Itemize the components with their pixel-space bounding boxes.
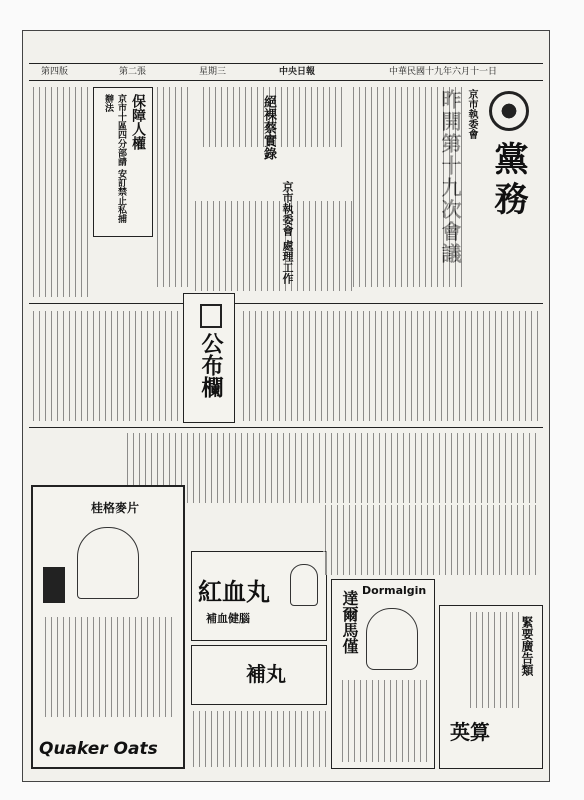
- ad-brand: 紅血丸: [198, 577, 270, 606]
- article-text-column: [323, 505, 537, 575]
- section-divider: [29, 427, 543, 428]
- woman-illustration: [77, 527, 139, 599]
- issue-date: 中華民國十九年六月十一日: [389, 67, 498, 77]
- blood-pill-ad: [191, 551, 327, 641]
- ad-tagline: 補血健腦: [206, 612, 250, 625]
- human-rights-article: [93, 87, 153, 237]
- section-number: 第二張: [119, 67, 147, 77]
- ad-text: [470, 612, 520, 708]
- ad-brand-cn: 達爾馬僅: [340, 590, 359, 654]
- headline-sub: 京市執委會: [466, 89, 477, 139]
- newspaper-page: [22, 30, 550, 782]
- article-headline: 保障人權: [130, 94, 146, 150]
- ad-brand-en: Dormalgin: [362, 584, 427, 597]
- article-subhead: 京市十區四分部請 安訂禁止私捕辦法: [103, 94, 126, 224]
- article-headline: 絕裸蔡實錄: [261, 95, 276, 160]
- oats-can-icon: [43, 567, 65, 603]
- ad-header: 桂格麥片: [91, 501, 140, 515]
- article-headline: 京市執委會 處理工作: [281, 181, 294, 284]
- quaker-oats-logo: Quaker Oats: [39, 739, 158, 759]
- party-emblem-icon: [489, 91, 529, 131]
- notice-board-box: [183, 293, 235, 423]
- megaphone-icon: [200, 304, 222, 328]
- ad-text: [43, 617, 173, 717]
- man-illustration: [366, 608, 418, 670]
- party-affairs-section-title: 黨務: [488, 141, 528, 221]
- article-text-column: [193, 201, 353, 291]
- quaker-oats-ad: [31, 485, 185, 769]
- article-text-column: [353, 87, 463, 287]
- article-text-column: [29, 87, 89, 297]
- urgent-ads-heading: 緊要廣告類: [520, 616, 534, 676]
- dormalgin-ad: [331, 579, 435, 769]
- classified-ads: [439, 605, 543, 769]
- notice-text-column: [239, 311, 539, 421]
- notice-board-title: 公布欄: [198, 332, 224, 398]
- ad-text: [191, 711, 327, 767]
- weekday: 星期三: [199, 67, 227, 77]
- bu-pill-ad: [191, 645, 327, 705]
- article-text-column: [123, 433, 537, 503]
- notice-text-column: [29, 311, 179, 421]
- page-number: 第四版: [41, 67, 69, 77]
- paper-name: 中央日報: [279, 67, 316, 77]
- ad-brand: 補丸: [246, 662, 286, 686]
- section-divider: [29, 303, 543, 304]
- masthead: [29, 63, 543, 81]
- portrait-illustration: [290, 564, 318, 606]
- article-text-column: [153, 87, 189, 287]
- ad-text: [340, 680, 428, 762]
- yingsuan-ad: 英算: [450, 720, 490, 744]
